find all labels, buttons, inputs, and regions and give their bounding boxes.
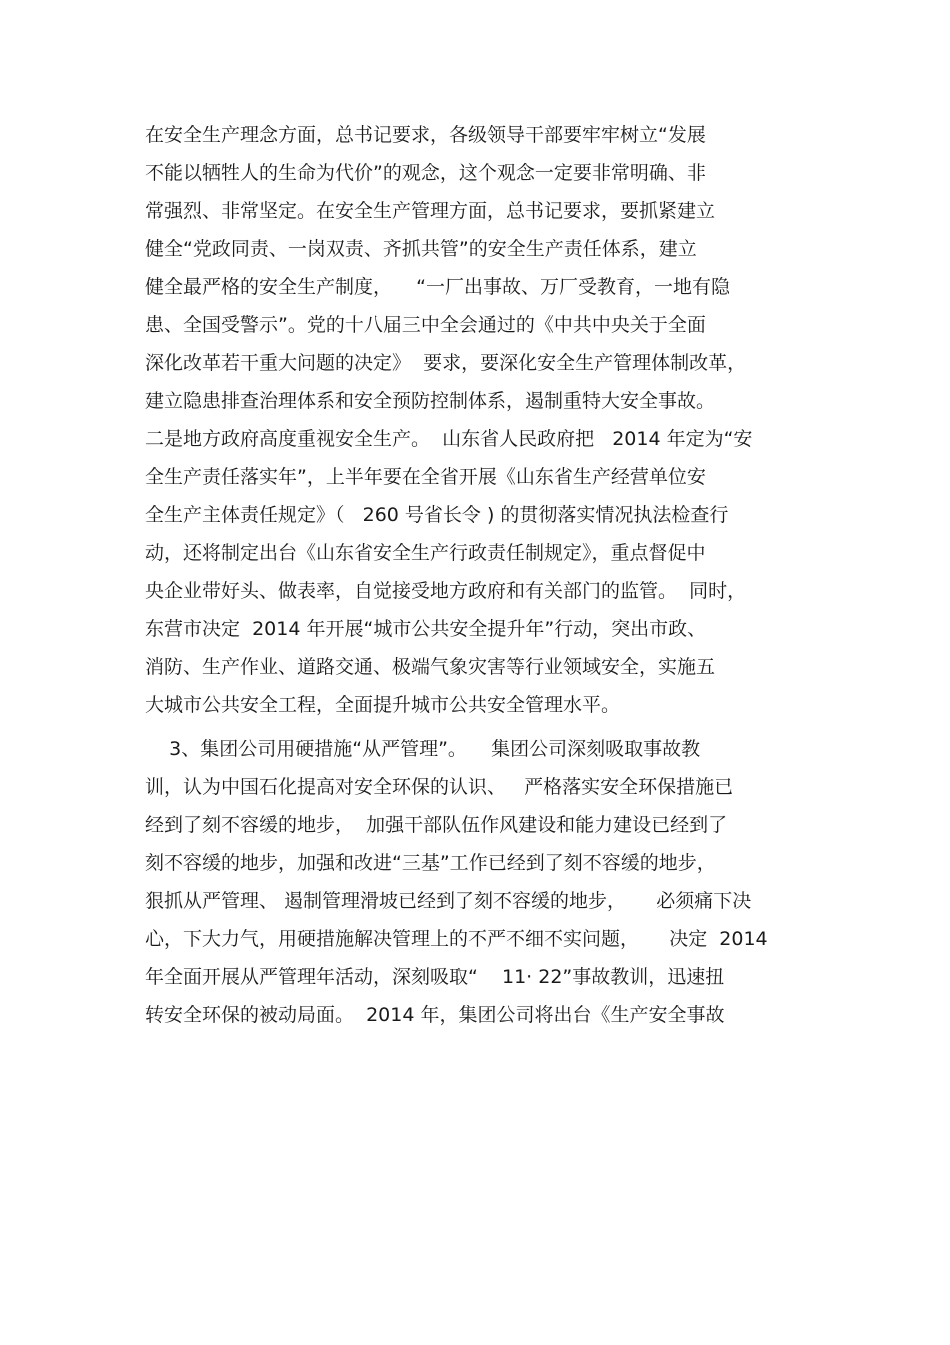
- text-line: 常强烈、非常坚定。在安全生产管理方面，总书记要求，要抓紧建立: [145, 200, 716, 222]
- text-line: 二是地方政府高度重视安全生产。 山东省人民政府把 2014 年定为“安: [145, 428, 753, 450]
- text-line: 健全“党政同责、一岗双责、齐抓共管”的安全生产责任体系，建立: [145, 238, 697, 260]
- text-line: 经到了刻不容缓的地步， 加强干部队伍作风建设和能力建设已经到了: [145, 814, 728, 836]
- text-line: 狠抓从严管理、 遏制管理滑坡已经到了刻不容缓的地步， 必须痛下决: [145, 890, 752, 912]
- text-line: 动，还将制定出台《山东省安全生产行政责任制规定》，重点督促中: [145, 542, 706, 564]
- text-line: 全生产责任落实年”，上半年要在全省开展《山东省生产经营单位安: [145, 466, 706, 488]
- text-line: 建立隐患排查治理体系和安全预防控制体系，遏制重特大安全事故。: [145, 390, 716, 412]
- text-line: 心，下大力气，用硬措施解决管理上的不严不细不实问题， 决定 2014: [145, 928, 768, 950]
- body-text: [145, 116, 825, 1034]
- text-line: 转安全环保的被动局面。 2014 年，集团公司将出台《生产安全事故: [145, 1004, 725, 1026]
- text-line: 训，认为中国石化提高对安全环保的认识、 严格落实安全环保措施已: [145, 776, 734, 798]
- text-line: 东营市决定 2014 年开展“城市公共安全提升年”行动，突出市政、: [145, 618, 707, 640]
- text-line: 刻不容缓的地步，加强和改进“三基”工作已经到了刻不容缓的地步，: [145, 852, 716, 874]
- text-line: 患、全国受警示”。党的十八届三中全会通过的《中共中央关于全面: [145, 314, 706, 336]
- text-line: 全生产主体责任规定》（ 260 号省长令 ) 的贯彻落实情况执法检查行: [145, 504, 729, 526]
- text-line: 在安全生产理念方面，总书记要求，各级领导干部要牢牢树立“发展: [145, 124, 706, 146]
- text-line: 3、集团公司用硬措施“从严管理”。 集团公司深刻吸取事故教: [145, 738, 701, 760]
- text-line: 消防、生产作业、道路交通、极端气象灾害等行业领域安全，实施五: [145, 656, 716, 678]
- text-line: 年全面开展从严管理年活动，深刻吸取“ 11· 22”事故教训，迅速扭: [145, 966, 725, 988]
- text-line: 大城市公共安全工程，全面提升城市公共安全管理水平。: [145, 694, 621, 716]
- text-line: 深化改革若干重大问题的决定》 要求，要深化安全生产管理体制改革，: [145, 352, 747, 374]
- text-line: 央企业带好头、做表率，自觉接受地方政府和有关部门的监管。 同时，: [145, 580, 747, 602]
- text-line: 健全最严格的安全生产制度， “一厂出事故、万厂受教育，一地有隐: [145, 276, 731, 298]
- text-line: 不能以牺牲人的生命为代价”的观念，这个观念一定要非常明确、非: [145, 162, 706, 184]
